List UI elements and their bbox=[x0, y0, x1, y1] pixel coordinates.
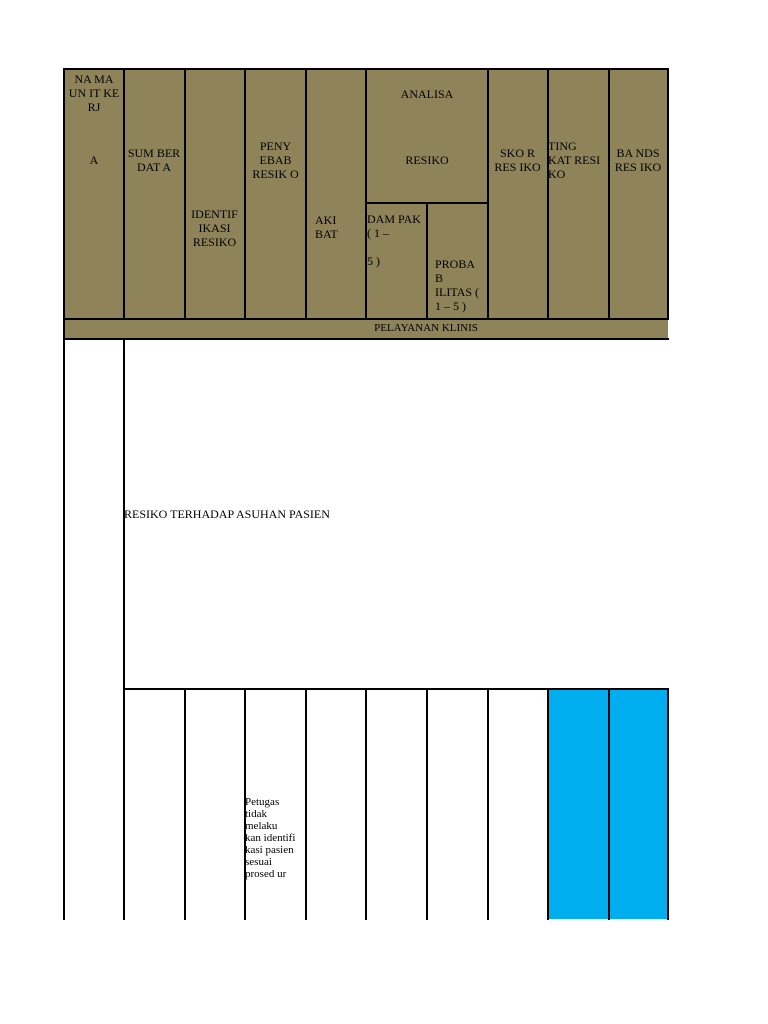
body-line-2 bbox=[184, 688, 186, 920]
body-line-5 bbox=[365, 688, 367, 920]
col-line-2 bbox=[184, 68, 186, 320]
header-nama-unit: NA MA UN IT KE RJ bbox=[68, 72, 120, 114]
col-line-10 bbox=[667, 68, 669, 320]
bands-resiko-cell-fill bbox=[608, 689, 668, 919]
col-line-8 bbox=[547, 68, 549, 320]
header-probabilitas: PROBA B ILITAS ( 1 – 5 ) bbox=[435, 257, 480, 313]
header-resiko: RESIKO bbox=[405, 153, 449, 167]
group-label: RESIKO TERHADAP ASUHAN PASIEN bbox=[124, 507, 330, 521]
header-bands-resiko: BA NDS RES IKO bbox=[614, 146, 662, 174]
body-line-10 bbox=[667, 688, 669, 920]
section-label: PELAYANAN KLINIS bbox=[374, 322, 478, 334]
col-line-7 bbox=[487, 68, 489, 320]
row1-penyebab: Petugas tidak melaku kan identifi kasi pasien sesuai prosed ur bbox=[245, 796, 296, 880]
col-line-1 bbox=[123, 68, 125, 320]
col-line-3 bbox=[244, 68, 246, 320]
header-identifikasi-resiko: IDENTIF IKASI RESIKO bbox=[191, 207, 238, 249]
tingkat-resiko-cell-fill bbox=[547, 689, 608, 919]
header-nama-unit-a: A bbox=[89, 153, 99, 167]
header-sumber-data: SUM BER DAT A bbox=[127, 146, 181, 174]
body-line-8 bbox=[547, 688, 549, 920]
header-dampak: DAM PAK ( 1 – 5 ) bbox=[367, 212, 421, 268]
header-penyebab-resiko: PENY EBAB RESIK O bbox=[252, 139, 299, 181]
col-line-0 bbox=[63, 68, 65, 920]
col-line-9 bbox=[608, 68, 610, 320]
header-skor-resiko: SKO R RES IKO bbox=[494, 146, 541, 174]
col-line-5 bbox=[365, 68, 367, 320]
section-bottom-border bbox=[63, 338, 669, 340]
header-analisa: ANALISA bbox=[400, 87, 454, 101]
body-line-4 bbox=[305, 688, 307, 920]
body-line-7 bbox=[487, 688, 489, 920]
header-tingkat-resiko: TING KAT RESI KO bbox=[548, 139, 601, 181]
body-line-1 bbox=[123, 338, 125, 920]
header-akibat: AKI BAT bbox=[315, 213, 338, 241]
col-line-4 bbox=[305, 68, 307, 320]
row1-top-border bbox=[123, 688, 669, 690]
body-line-9 bbox=[608, 688, 610, 920]
body-line-6 bbox=[426, 688, 428, 920]
